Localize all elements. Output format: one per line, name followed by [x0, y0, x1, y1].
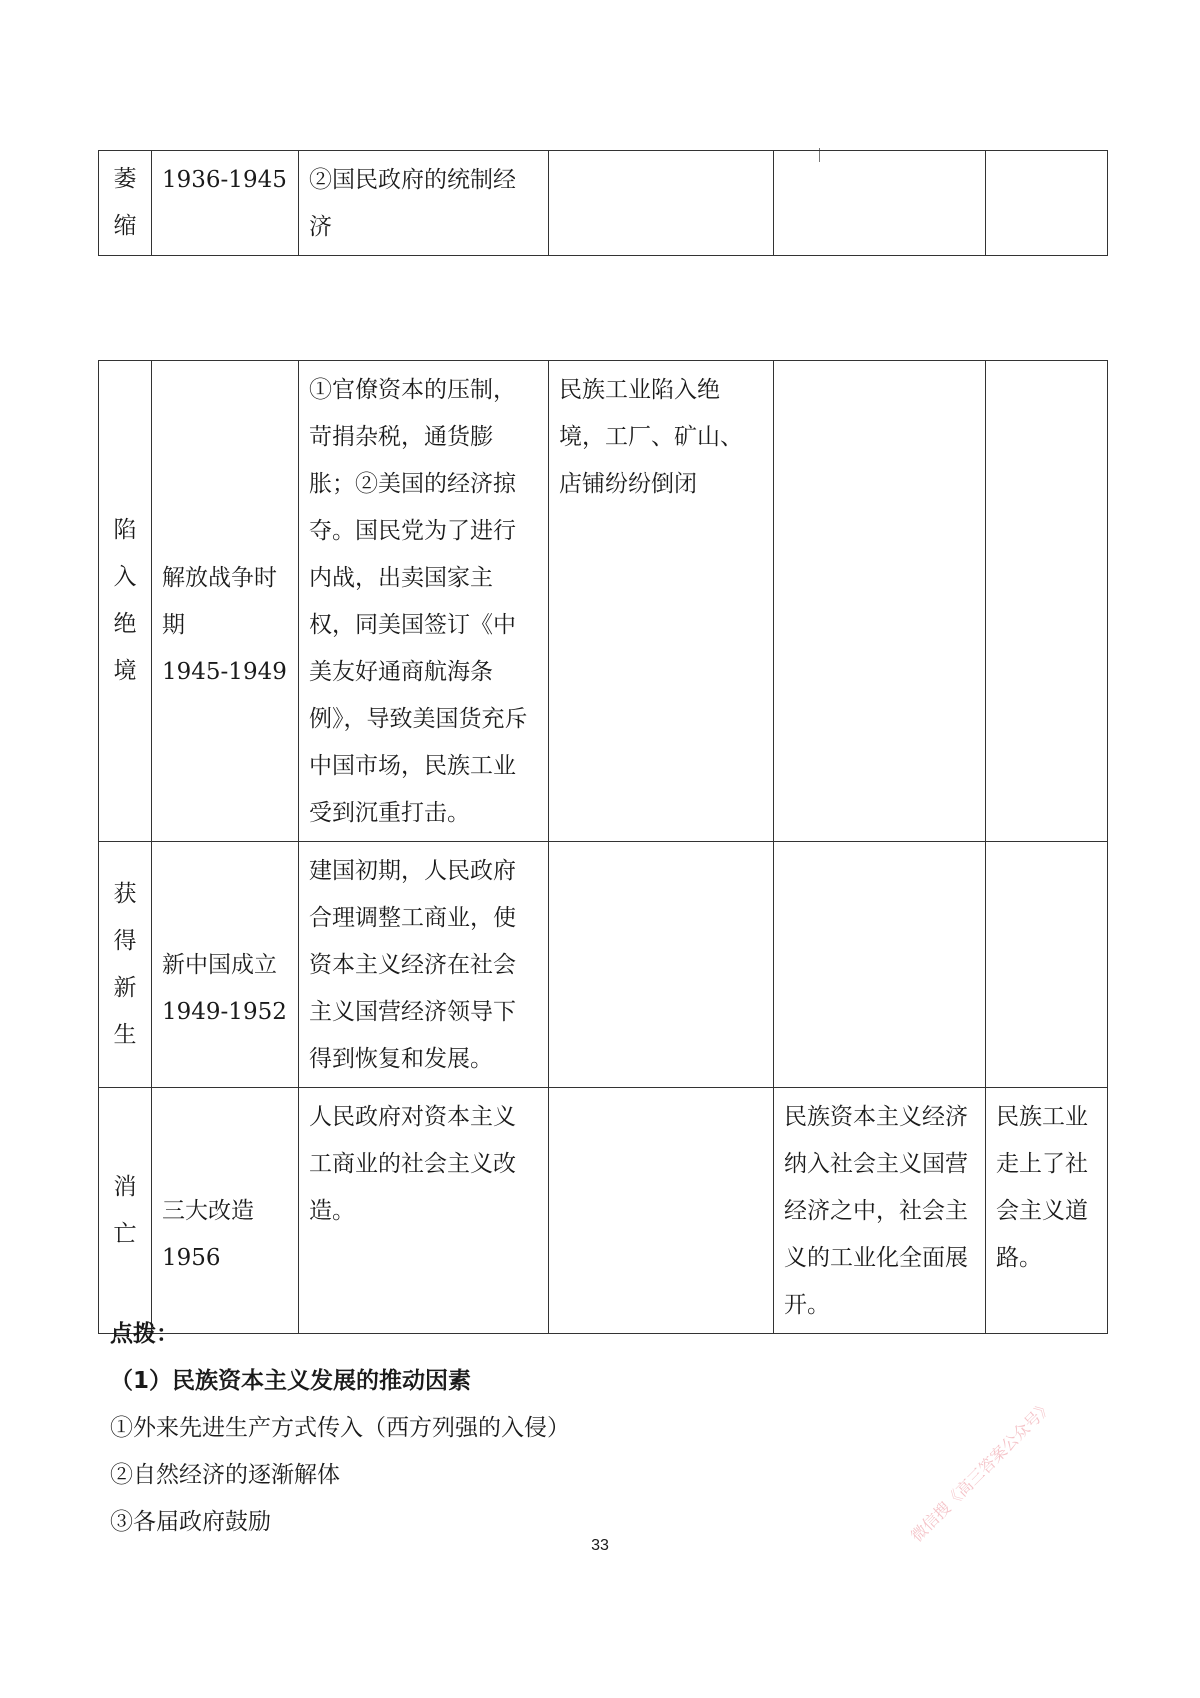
result-text: 民族资本主义经济纳入社会主义国营经济之中，社会主义的工业化全面展开。 [784, 1104, 968, 1318]
cause-cell [299, 842, 549, 1088]
list-item: ②自然经济的逐渐解体 [110, 1462, 340, 1488]
period-cell [152, 1088, 299, 1334]
result-cell [774, 361, 986, 842]
table-row [99, 361, 1108, 842]
cause-text: ①官僚资本的压制，苛捐杂税，通货膨胀；②美国的经济掠夺。国民党为了进行内战，出卖国家主权，同美国签订《中美友好通商航海条例》，导致美国货充斥中国市场，民族工业受到沉重打击。 [309, 377, 528, 826]
period-label: 解放战争时期 1945-1949 [162, 565, 287, 685]
table-row [99, 842, 1108, 1088]
cause-cell [299, 1088, 549, 1334]
cause-text: 人民政府对资本主义工商业的社会主义改造。 [309, 1104, 516, 1224]
page-number: 33 [591, 1537, 609, 1554]
cause-text: ②国民政府的统制经济 [309, 167, 516, 240]
table-row [99, 1088, 1108, 1334]
outcome-cell [986, 361, 1108, 842]
result-cell [774, 151, 986, 256]
table-row [99, 151, 1108, 256]
list-item: ①外来先进生产方式传入（西方列强的入侵） [110, 1415, 570, 1441]
cause-text: 建国初期，人民政府合理调整工商业，使资本主义经济在社会主义国营经济领导下得到恢复和发展。 [309, 858, 516, 1072]
outcome-text: 民族工业走上了社会主义道路。 [996, 1104, 1088, 1271]
outcome-cell [986, 1088, 1108, 1334]
period-cell [152, 151, 299, 256]
stage-cell [99, 361, 152, 842]
situation-cell [549, 151, 774, 256]
situation-text: 民族工业陷入绝境，工厂、矿山、店铺纷纷倒闭 [559, 377, 743, 497]
period-cell [152, 842, 299, 1088]
period-label: 新中国成立 1949-1952 [162, 952, 287, 1025]
stage-label: 获得新生 [113, 880, 137, 1048]
result-cell [774, 1088, 986, 1334]
period-label: 三大改造 1956 [162, 1198, 254, 1271]
notes-section [110, 1311, 570, 1546]
stage-cell [99, 151, 152, 256]
outcome-cell [986, 151, 1108, 256]
cause-cell [299, 151, 549, 256]
watermark: 微信搜《高三答案公众号》 [907, 1396, 1057, 1546]
situation-cell [549, 842, 774, 1088]
period-cell [152, 361, 299, 842]
stage-label: 陷入绝境 [113, 517, 137, 684]
cause-cell [299, 361, 549, 842]
list-item: ③各届政府鼓励 [110, 1509, 271, 1535]
outcome-cell [986, 842, 1108, 1088]
history-table-main [98, 360, 1108, 1334]
notes-subheading: （1）民族资本主义发展的推动因素 [110, 1368, 472, 1394]
stage-cell [99, 842, 152, 1088]
stage-label: 萎缩 [113, 166, 137, 239]
period-label: 1936-1945 [162, 167, 287, 193]
stage-label: 消亡 [113, 1173, 137, 1247]
notes-heading: 点拨： [110, 1321, 179, 1347]
situation-cell [549, 1088, 774, 1334]
situation-cell [549, 361, 774, 842]
stage-cell [99, 1088, 152, 1334]
result-cell [774, 842, 986, 1088]
history-table-top [98, 150, 1108, 256]
